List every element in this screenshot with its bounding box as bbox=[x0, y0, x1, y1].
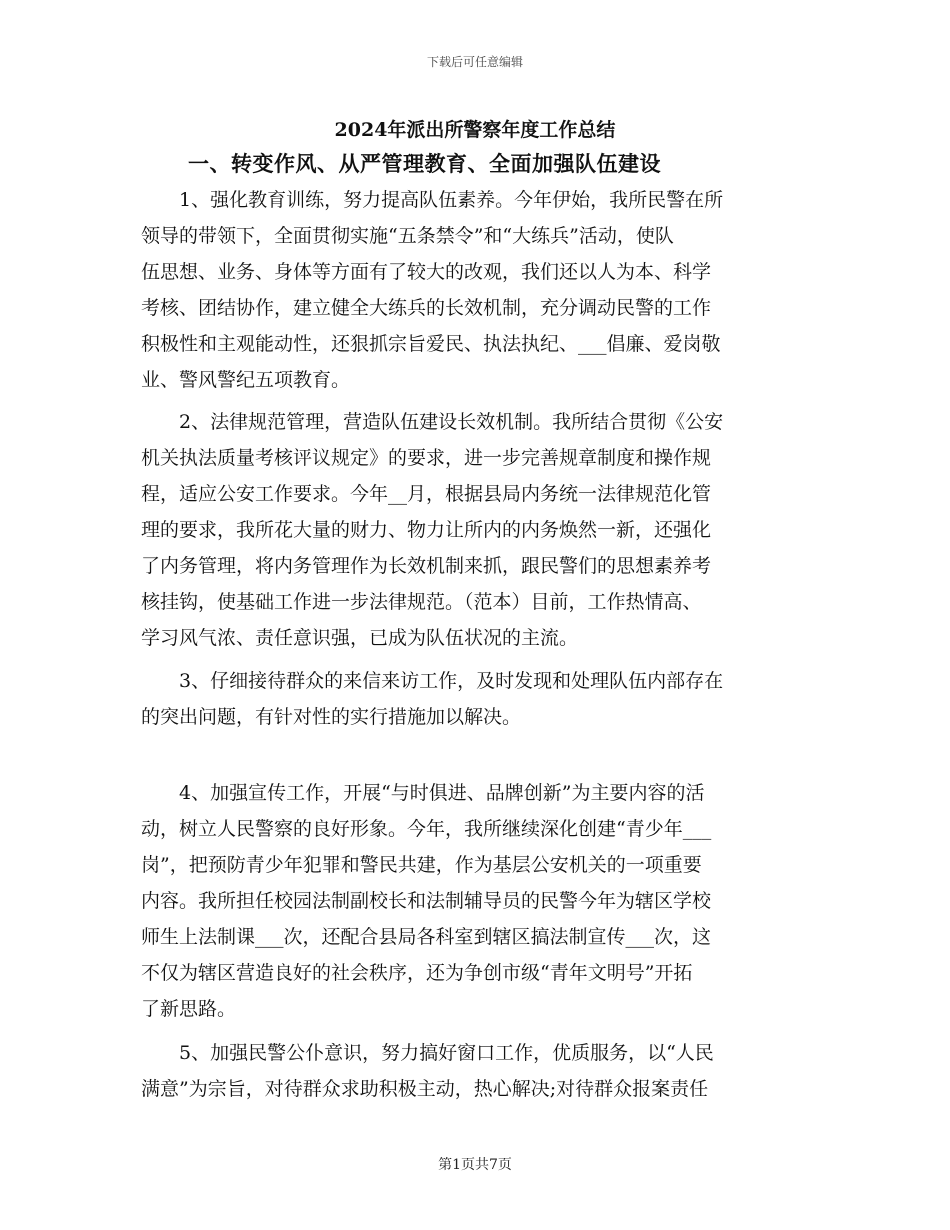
paragraph-line: 5、加强民警公仆意识，努力搞好窗口工作，优质服务，以“人民 bbox=[141, 1042, 714, 1064]
paragraph-line: 积极性和主观能动性，还狠抓宗旨爱民、执法执纪、___倡廉、爱岗敬 bbox=[141, 333, 721, 355]
paragraph-line: 满意”为宗旨，对待群众求助积极主动，热心解决;对待群众报案责任 bbox=[141, 1078, 709, 1100]
paragraph-line: 3、仔细接待群众的来信来访工作，及时发现和处理队伍内部存在 bbox=[141, 670, 724, 692]
paragraph-line: 程，适应公安工作要求。今年__月，根据县局内务统一法律规范化管 bbox=[141, 483, 712, 505]
paragraph-4 bbox=[141, 775, 809, 1027]
paragraph-2 bbox=[141, 404, 809, 656]
paragraph-line: 领导的带领下，全面贯彻实施“五条禁令”和“大练兵”活动，使队 bbox=[141, 225, 674, 247]
paragraph-5 bbox=[141, 1035, 809, 1107]
document-title: 2024年派出所警察年度工作总结 bbox=[334, 119, 616, 141]
paragraph-line: 业、警风警纪五项教育。 bbox=[141, 369, 351, 391]
paragraph-line: 机关执法质量考核评议规定》的要求，进一步完善规章制度和操作规 bbox=[141, 447, 712, 469]
paragraph-line: 1、强化教育训练，努力提高队伍素养。今年伊始，我所民警在所 bbox=[141, 189, 724, 211]
paragraph-line: 2、法律规范管理，营造队伍建设长效机制。我所结合贯彻《公安 bbox=[141, 411, 724, 433]
paragraph-line: 的突出问题，有针对性的实行措施加以解决。 bbox=[141, 706, 522, 728]
paragraph-line: 核挂钩，使基础工作进一步法律规范。（范本）目前，工作热情高、 bbox=[141, 591, 702, 613]
paragraph-line: 理的要求，我所花大量的财力、物力让所内的内务焕然一新，还强化 bbox=[141, 519, 712, 541]
paragraph-line: 4、加强宣传工作，开展“与时俱进、品牌创新”为主要内容的活 bbox=[141, 782, 705, 804]
paragraph-line: 内容。我所担任校园法制副校长和法制辅导员的民警今年为辖区学校 bbox=[141, 890, 712, 912]
section-heading: 一、转变作风、从严管理教育、全面加强队伍建设 bbox=[188, 151, 661, 176]
paragraph-line: 了新思路。 bbox=[141, 998, 237, 1020]
header-note: 下载后可任意编辑 bbox=[426, 55, 523, 69]
paragraph-line: 学习风气浓、责任意识强，已成为队伍状况的主流。 bbox=[141, 627, 579, 649]
paragraph-line: 不仅为辖区营造良好的社会秩序，还为争创市级“青年文明号”开拓 bbox=[141, 962, 693, 984]
paragraph-line: 师生上法制课___次，还配合县局各科室到辖区搞法制宣传___次，这 bbox=[141, 926, 712, 948]
paragraph-line: 了内务管理，将内务管理作为长效机制来抓，跟民警们的思想素养考 bbox=[141, 555, 712, 577]
paragraph-line: 伍思想、业务、身体等方面有了较大的改观，我们还以人为本、科学 bbox=[141, 261, 712, 283]
paragraph-line: 动，树立人民警察的良好形象。今年，我所继续深化创建“青少年___ bbox=[141, 818, 712, 840]
paragraph-line: 考核、团结协作，建立健全大练兵的长效机制，充分调动民警的工作 bbox=[141, 297, 712, 319]
paragraph-3 bbox=[141, 663, 809, 735]
page-footer: 第1页共7页 bbox=[438, 1157, 512, 1173]
paragraph-1 bbox=[141, 182, 809, 398]
paragraph-line: 岗”，把预防青少年犯罪和警民共建，作为基层公安机关的一项重要 bbox=[141, 854, 702, 876]
